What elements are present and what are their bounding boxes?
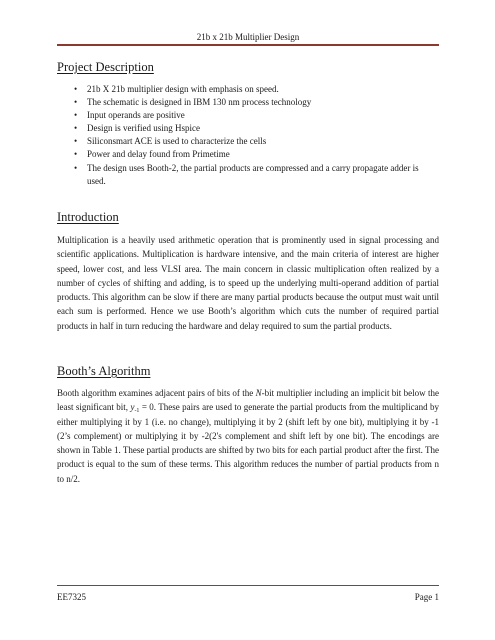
list-item (57, 96, 439, 109)
variable-n: N (255, 388, 262, 398)
list-item-text: 21b X 21b multiplier design with emphasis on speed. (87, 84, 279, 94)
bullet-icon: • (74, 149, 78, 160)
running-header: 21b x 21b Multiplier Design (196, 32, 300, 42)
list-item (57, 109, 439, 122)
paragraph-text: -bit multiplier including an implicit bit below the least significant bit, (57, 388, 439, 413)
footer-rule (57, 585, 439, 586)
bullet-icon: • (74, 97, 78, 108)
project-description-list (57, 83, 439, 188)
header-rule (57, 44, 439, 46)
list-item-text: Siliconsmart ACE is used to characterize the cells (87, 136, 267, 147)
list-item-text: Power and delay found from Primetime (87, 149, 230, 160)
bullet-icon: • (74, 162, 78, 173)
bullet-icon: • (74, 123, 78, 134)
paragraph-text: = 0. These pairs are used to generate the partial products from the multiplicand by either multiplying it by 1 (i.e. no change), multiplying it by 2 (shift left by one bit), multiplying it by -1 (2’s complement) or multiplying it by -2(2's complement and shift left by one bit). The encodings are shown in Table 1. These partial products are shifted by two bits for each partial product after the first. The product is equal to the sum of these terms. This algorithm reduces the number of partial products from n to n/2. (57, 402, 439, 484)
heading-introduction: Introduction (57, 210, 119, 224)
introduction-paragraph: Multiplication is a heavily used arithmetic operation that is prominently used in signal processing and scientific applications. Multiplication is hardware intensive, and the main criteria of interest are higher speed, lower cost, and less VLSI area. The main concern in classic multiplication often realized by a number of cycles of shifting and adding, is to speed up the underlying multi-operand addition of partial products. This algorithm can be slow if there are many partial products because the output must wait until each sum is performed. Hence we use Booth’s algorithm which cuts the number of required partial products in half in turn reducing the hardware and delay required to sum the partial products. (57, 235, 439, 331)
list-item (57, 162, 439, 188)
list-item (57, 135, 439, 148)
list-item-text: Input operands are positive (87, 110, 185, 121)
heading-project-description: Project Description (57, 60, 154, 74)
bullet-icon: • (74, 110, 78, 121)
list-item (57, 148, 439, 161)
list-item-text: Design is verified using Hspice (87, 123, 200, 134)
bullet-icon: • (74, 136, 78, 147)
paragraph-text: Booth algorithm examines adjacent pairs of bits of the (57, 388, 256, 398)
list-item (57, 122, 439, 135)
booths-algorithm-paragraph (57, 386, 439, 486)
list-item-text: The schematic is designed in IBM 130 nm process technology (87, 97, 312, 108)
footer-course-code: EE7325 (57, 592, 86, 602)
bullet-icon: • (74, 84, 78, 94)
footer-page-number: Page 1 (414, 592, 439, 602)
list-item (57, 83, 439, 96)
variable-subscript: -1 (134, 408, 140, 415)
heading-booths-algorithm: Booth’s Algorithm (57, 364, 151, 378)
list-item-text: The design uses Booth-2, the partial products are compressed and a carry propagate adder is used. (87, 162, 419, 186)
variable-y: y (130, 402, 135, 413)
